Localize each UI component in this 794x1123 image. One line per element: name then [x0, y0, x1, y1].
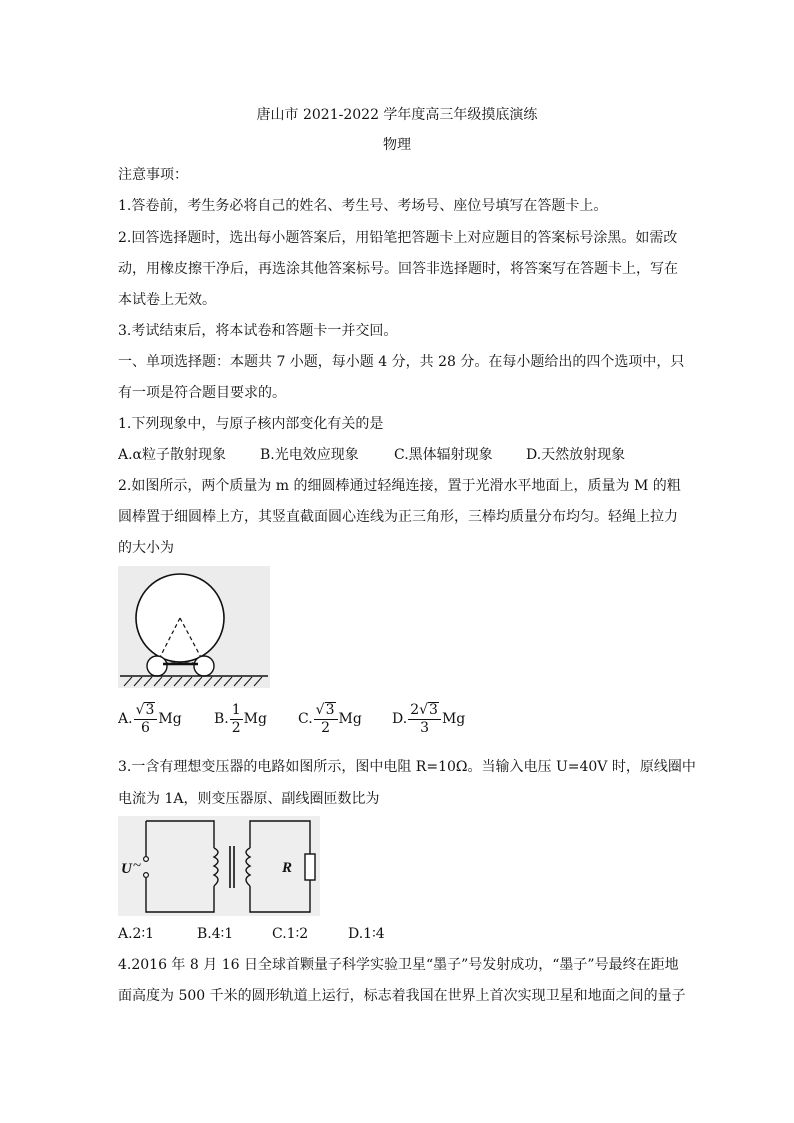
- subject-title: 物理: [383, 137, 411, 153]
- q2-option-c-label: C.: [298, 711, 313, 727]
- q2-option-c-fraction: $\frac{√3}{2}$: [314, 702, 338, 737]
- small-rod-left: [147, 656, 167, 676]
- notice-item-2-line-3: 本试卷上无效。: [118, 292, 216, 308]
- small-rod-right: [194, 656, 214, 676]
- q2-option-d-denominator: 3: [420, 719, 430, 736]
- q2-stem-line-3: 的大小为: [118, 540, 174, 556]
- exam-title: 唐山市 2021-2022 学年度高三年级摸底演练: [256, 107, 538, 123]
- q4-stem-line-1: 4.2016 年 8 月 16 日全球首颗量子科学实验卫星“墨子”号发射成功，“墨子”号最终在距地: [118, 957, 679, 973]
- q2-stem-line-2: 圆棒置于细圆棒上方，其竖直截面圆心连线为正三角形，三棒均质量分布均匀。轻绳上拉力: [118, 509, 678, 525]
- q2-option-d-coefficient: 2: [410, 701, 420, 718]
- q2-figure: [118, 566, 270, 688]
- notice-item-2-line-2: 动，用橡皮擦干净后，再选涂其他答案标号。回答非选择题时，将答案写在答题卡上，写在: [118, 261, 678, 277]
- q2-option-c: [298, 696, 362, 742]
- q1-option-d: D.天然放射现象: [526, 447, 626, 463]
- q3-option-c: C.1∶2: [272, 926, 309, 942]
- q2-option-d-unit: Mg: [441, 711, 466, 727]
- q2-option-a: [118, 696, 182, 742]
- q2-option-a-unit: Mg: [158, 711, 182, 727]
- notice-heading: 注意事项：: [118, 167, 188, 183]
- q2-option-d-radicand: 3: [429, 701, 438, 718]
- notice-item-3: 3.考试结束后，将本试卷和答题卡一并交回。: [118, 323, 398, 339]
- q2-option-b-numerator: 1: [231, 701, 241, 718]
- input-terminal-top: [144, 857, 149, 862]
- q3-stem-line-2: 电流为 1A，则变压器原、副线圈匝数比为: [118, 791, 380, 807]
- section-1-line-1: 一、单项选择题：本题共 7 小题，每小题 4 分，共 28 分。在每小题给出的四个选项中，只: [118, 354, 685, 370]
- q2-option-b: [214, 696, 267, 742]
- q2-option-a-fraction: $\frac{√3}{6}$: [134, 702, 158, 737]
- q3-option-b: B.4∶1: [197, 926, 234, 942]
- q2-option-b-label: B.: [214, 711, 229, 727]
- q2-option-a-label: A.: [118, 711, 133, 727]
- q2-option-c-unit: Mg: [338, 711, 362, 727]
- q2-option-b-unit: Mg: [243, 711, 267, 727]
- q2-option-a-radicand: 3: [145, 701, 155, 718]
- q3-circuit-figure: [118, 816, 320, 916]
- q1-option-a: A.α粒子散射现象: [118, 447, 227, 463]
- q4-stem-line-2: 面高度为 500 千米的圆形轨道上运行，标志着我国在世界上首次实现卫星和地面之间的量子: [118, 988, 686, 1004]
- resistor-label: R: [282, 860, 293, 876]
- input-terminal-bottom: [144, 873, 149, 878]
- q2-option-b-denominator: 2: [231, 719, 241, 736]
- q2-option-d-fraction: $\frac{2√3}{3}$: [408, 702, 441, 737]
- q2-option-b-fraction: [230, 702, 243, 737]
- resistor: [305, 854, 315, 880]
- q2-option-d: [392, 696, 465, 742]
- q3-option-a: A.2∶1: [118, 926, 155, 942]
- q2-option-a-denominator: 6: [141, 719, 150, 736]
- ac-symbol: ~: [133, 858, 142, 874]
- q1-option-b: B.光电效应现象: [260, 447, 359, 463]
- q2-option-c-radicand: 3: [325, 701, 335, 718]
- notice-item-1: 1.答卷前，考生务必将自己的姓名、考生号、考场号、座位号填写在答题卡上。: [118, 198, 608, 214]
- q1-stem: 1.下列现象中，与原子核内部变化有关的是: [118, 416, 384, 432]
- input-voltage-label: U: [121, 861, 132, 877]
- section-1-line-2: 有一项是符合题目要求的。: [118, 385, 286, 401]
- q2-option-d-label: D.: [392, 711, 408, 727]
- q3-stem-line-1: 3.一含有理想变压器的电路如图所示，图中电阻 R=10Ω。当输入电压 U=40V 时，原线圈中: [118, 759, 696, 775]
- q2-option-c-denominator: 2: [321, 719, 331, 736]
- notice-item-2-line-1: 2.回答选择题时，选出每小题答案后，用铅笔把答题卡上对应题目的答案标号涂黑。如需改: [118, 230, 678, 246]
- q1-option-c: C.黑体辐射现象: [394, 447, 493, 463]
- q2-stem-line-1: 2.如图所示，两个质量为 m 的细圆棒通过轻绳连接，置于光滑水平地面上，质量为 M 的粗: [118, 478, 681, 494]
- q3-option-d: D.1∶4: [348, 926, 385, 942]
